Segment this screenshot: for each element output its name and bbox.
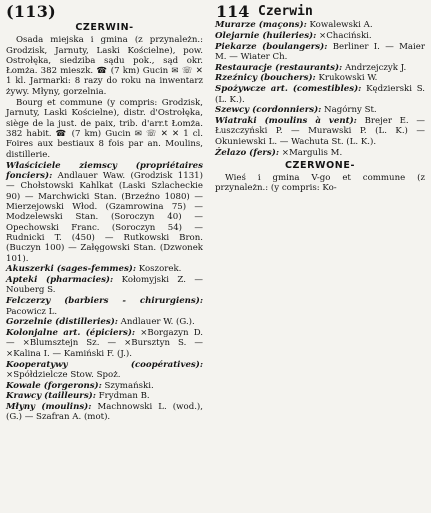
list-item [6, 402, 203, 423]
entry-label: Wiatraki (moulins à vent): [215, 116, 357, 127]
list-item [215, 84, 425, 105]
entry-label: Rzeźnicy (bouchers): [215, 73, 316, 84]
section-heading-czerwone: CZERWONE- [284, 159, 355, 171]
list-item [6, 360, 203, 381]
entry-text: Andrzejczyk J. [344, 62, 407, 73]
list-item [215, 105, 425, 115]
list-item [6, 328, 203, 359]
entry-text: Andlauer W. (G.). [120, 317, 195, 328]
entry-text: Andlauer Waw. (Grodzisk 1131) — Chołstowski Kahlkat (Laski Szlacheckie 90) — Marchwicki Stan. (Brzeźno 1080) — Mierzejowski Włod. (Gzamrowina 75) — Modzelewski Stan. (Soroczyn 40) — Opechowski Franc. (Soroczyn 54) — Rudnicki T. (450) — Rutkowski Bron. (Buczyn 100) — Załęgowski Stan. (Dzwonek 101). [6, 171, 204, 264]
entry-text: Machnowski L. (wod.), (G.) — Szafran A. (mot). [6, 402, 204, 423]
list-item [215, 63, 425, 73]
list-item [215, 73, 425, 83]
entry-text: Kołomyjski Z. — Nouberg S. [6, 275, 204, 296]
entry-label: Apteki (pharmacies): [6, 275, 114, 286]
entry-text: Frydman B. [98, 391, 150, 402]
entry-text: ×Margulis M. [281, 147, 343, 158]
entry-label: Szewcy (cordonniers): [215, 105, 322, 116]
list-item [6, 296, 203, 317]
list-item [215, 148, 425, 158]
entry-text: Kowalewski A. [309, 20, 373, 30]
entry-text: Brejer E. — Łuszczyński P. — Murawski P. (L. K.) — Okuniewski L. — Wachuta St. (L. K.). [215, 116, 425, 147]
entry-label: Żelazo (fers): [215, 147, 280, 158]
entry-label: Felczerzy (barbiers - chirurgiens): [6, 296, 203, 307]
entry-label: Spożywcze art. (comestibles): [215, 84, 362, 95]
entry-label: Piekarze (boulangers): [215, 41, 328, 52]
list-item [6, 317, 203, 327]
entry-label: Kowale (forgerons): [6, 380, 102, 391]
entry-label: Kolonjalne art. (épiciers): [6, 328, 136, 339]
entry-label: Murarze (maçons): [215, 20, 307, 30]
right-column [215, 20, 425, 195]
entry-text: Pacowicz L. [6, 306, 58, 317]
description-polish: Osada miejska i gmina (z przynależn.: Grodzisk, Jarnuty, Laski Kościelne), pow. Ostrołęka, siedziba sądu pok., sąd okr. Łomża. 382 mieszk. ☎ (7 km) Gucin ✉ ☏ ✕ 1 kl. Jarmarki: 8 razy do roku na inwentarz żywy. Młyny, gorzelnia. [6, 35, 203, 97]
right-page-number: 114 [216, 2, 250, 21]
list-item [6, 275, 203, 296]
entry-text: Nagórny St. [324, 105, 377, 116]
left-column [6, 20, 203, 423]
running-head: Czerwin [258, 4, 313, 19]
entry-label: Właściciele ziemscy (propriétaires fonciers): [6, 160, 203, 182]
entry-label: Gorzelnie (distilleries): [6, 317, 118, 328]
list-item [6, 161, 203, 264]
entry-text: Szymański. [104, 380, 154, 391]
section-heading-czerwin: CZERWIN- [75, 22, 134, 33]
entry-text: Kędzierski S. (L. K.). [215, 84, 426, 105]
entry-text: Berliner I. — Maier M. — Wiater Ch. [215, 41, 425, 62]
list-item [215, 31, 425, 41]
entry-text: ×Borgazyn D. — ×Blumsztejn Sz. — ×Bursztyn S. — ×Kalina I. — Kamiński F. (J.). [6, 328, 204, 359]
entry-text: Krukowski W. [318, 73, 378, 84]
entry-label: Restauracje (restaurants): [215, 62, 343, 73]
entry-label: Kooperatywy (coopératives): [6, 359, 203, 370]
description-french: Bourg et commune (y compris: Grodzisk, Jarnuty, Laski Kościelne), distr. d'Ostrołęka, siège de la just. de paix, trib. d'arr.t Łomża. 382 habit. ☎ (7 km) Gucin ✉ ☏ ✕ ✕ 1 cl. Foires aux bestiaux 8 fois par an. Moulins, distillerie. [6, 98, 203, 160]
entry-label: Młyny (moulins): [6, 402, 92, 413]
left-page-number: (113) [6, 2, 57, 21]
list-item [215, 116, 425, 147]
list-item [215, 42, 425, 63]
entry-text: Koszorek. [138, 264, 182, 275]
list-item [6, 381, 203, 391]
list-item [215, 20, 425, 30]
description-czerwone: Wieś i gmina V-go et commune (z przynależn.: (y compris: Ko- [215, 173, 425, 194]
entry-label: Olejarnie (huileries): [215, 30, 317, 41]
entry-text: ×Chaciński. [319, 30, 372, 41]
entry-text: ×Spółdzielcze Stow. Spoż. [6, 369, 121, 380]
entry-label: Akuszerki (sages-femmes): [6, 264, 137, 275]
list-item [6, 264, 203, 274]
entry-label: Krawcy (tailleurs): [6, 391, 96, 402]
list-item [6, 391, 203, 401]
